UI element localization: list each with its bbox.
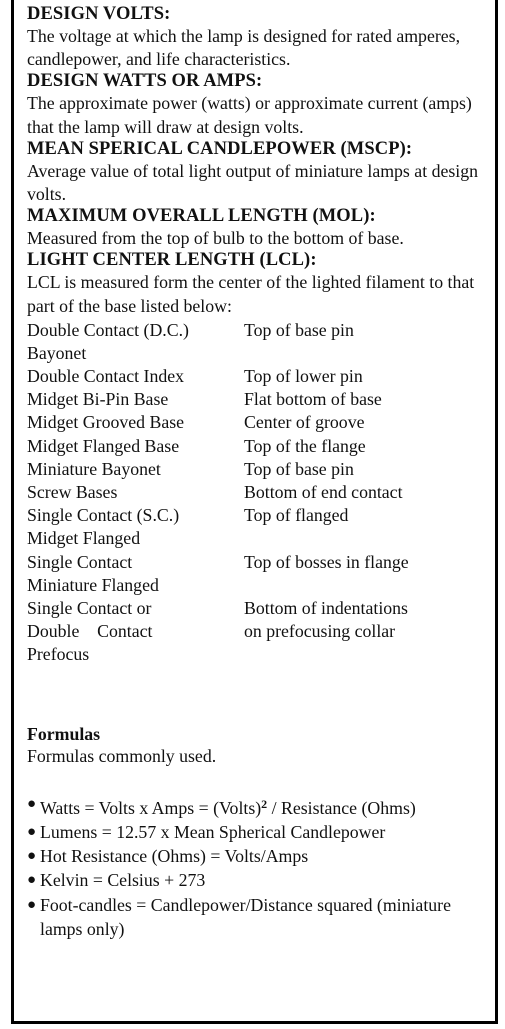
list-item — [27, 893, 489, 941]
formula-text: Kelvin = Celsius + 273 — [40, 870, 206, 891]
base-table — [27, 319, 409, 667]
base-name: Bayonet — [27, 342, 87, 363]
measure-point: Flat bottom of base — [244, 389, 382, 410]
base-name: Miniature Flanged — [27, 574, 159, 595]
measure-point — [244, 527, 409, 550]
measure-point: Top of the flange — [244, 435, 366, 456]
measure-point: Top of lower pin — [244, 366, 363, 387]
formula-text: Lumens = 12.57 x Mean Spherical Candlepower — [40, 822, 386, 843]
bullet-icon: ● — [27, 824, 37, 841]
formula-text: Foot-candles = Candlepower/Distance squared (miniature lamps only) — [40, 894, 451, 939]
formula-text: Hot Resistance (Ohms) = Volts/Amps — [40, 846, 309, 867]
table-row — [27, 319, 409, 342]
table-row — [27, 342, 409, 365]
measure-point: Center of groove — [244, 412, 365, 433]
table-row — [27, 435, 409, 458]
definition-term: DESIGN VOLTS: — [27, 4, 171, 24]
definition-mscp — [27, 139, 489, 206]
table-row — [27, 597, 409, 620]
base-name: Single Contact or — [27, 598, 152, 619]
base-name: Prefocus — [27, 644, 90, 665]
table-row — [27, 411, 409, 434]
base-name: Single Contact (S.C.) — [27, 505, 180, 526]
formula-list — [27, 792, 489, 941]
table-row — [27, 458, 409, 481]
formulas-intro: Formulas commonly used. — [27, 745, 217, 766]
list-item — [27, 868, 489, 892]
base-name: Midget Bi-Pin Base — [27, 389, 169, 410]
definition-text: LCL is measured form the center of the lighted filament to that part of the base listed below: — [27, 272, 475, 317]
bullet-icon: ● — [27, 848, 37, 865]
definition-text: The approximate power (watts) or approximate current (amps) that the lamp will draw at design volts. — [27, 93, 472, 137]
table-row — [27, 481, 409, 504]
table-row — [27, 643, 409, 666]
bullet-icon: ● — [27, 795, 37, 812]
base-name: Miniature Bayonet — [27, 458, 161, 479]
formula-text: Watts = Volts x Amps = (Volts) — [40, 797, 262, 818]
measure-point: Top of bosses in flange — [244, 551, 409, 572]
base-name: Double Contact Index — [27, 366, 185, 387]
formula-text-after: / Resistance (Ohms) — [267, 797, 416, 818]
bullet-icon: ● — [27, 872, 37, 889]
list-item — [27, 820, 489, 844]
definition-term: LIGHT CENTER LENGTH (LCL): — [27, 250, 317, 271]
measure-point — [244, 643, 409, 666]
base-name: Midget Flanged Base — [27, 435, 180, 456]
measure-point: Top of base pin — [244, 458, 354, 479]
base-name: Double Contact — [27, 621, 153, 642]
table-row — [27, 574, 409, 597]
definition-term: MAXIMUM OVERALL LENGTH (MOL): — [27, 206, 376, 227]
base-name: Midget Flanged — [27, 528, 141, 549]
document-body — [27, 4, 489, 941]
list-item — [27, 844, 489, 868]
table-row — [27, 504, 409, 527]
definition-lcl — [27, 250, 489, 318]
table-row — [27, 365, 409, 388]
base-name: Midget Grooved Base — [27, 412, 185, 433]
base-name: Double Contact (D.C.) — [27, 319, 189, 340]
measure-point: Top of base pin — [244, 319, 354, 340]
table-row — [27, 388, 409, 411]
base-name: Single Contact — [27, 551, 133, 572]
definition-term: DESIGN WATTS OR AMPS: — [27, 71, 263, 92]
definition-text: Measured from the top of bulb to the bottom of base. — [27, 228, 404, 249]
definition-design-watts — [27, 71, 489, 138]
definition-text: Average value of total light output of miniature lamps at design volts. — [27, 160, 478, 205]
bullet-icon: ● — [27, 896, 37, 913]
measure-point — [244, 342, 409, 365]
definition-text: The voltage at which the lamp is designed for rated amperes, candlepower, and life characteristics. — [27, 26, 461, 70]
base-name: Screw Bases — [27, 482, 118, 503]
measure-point: Bottom of indentations — [244, 598, 408, 619]
measure-point: Top of flanged — [244, 505, 349, 526]
measure-point: Bottom of end contact — [244, 482, 403, 503]
definition-term: MEAN SPERICAL CANDLEPOWER (MSCP): — [27, 138, 413, 159]
formula-superscript: 2 — [261, 796, 268, 811]
formulas-heading: Formulas — [27, 723, 101, 744]
table-row — [27, 551, 409, 574]
measure-point — [244, 574, 409, 597]
definition-mol — [27, 206, 489, 250]
table-row — [27, 620, 409, 643]
measure-point: on prefocusing collar — [244, 621, 396, 642]
definition-design-volts — [27, 4, 489, 71]
list-item — [27, 792, 489, 820]
table-row — [27, 527, 409, 550]
